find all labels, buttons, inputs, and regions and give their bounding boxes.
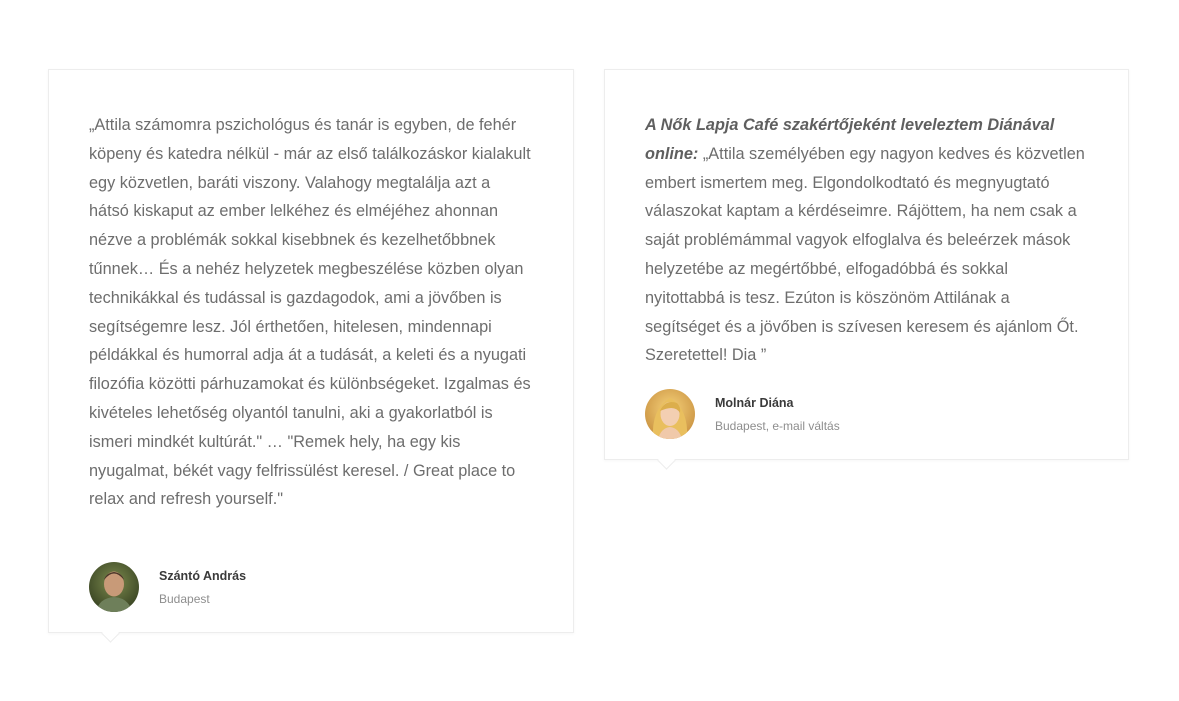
quote-text: „Attila személyében egy nagyon kedves és közvetlen embert ismertem meg. Elgondolkodtató és megnyugtató válaszokat kaptam a kérdéseimre. Rájöttem, ha nem csak a saját problémámmal vagyok elfoglalva és beleérzek mások helyzetébe az megértőbbé, elfogadóbbá és sokkal nyitottabbá is tesz. Ezúton is köszönöm Attilának a segítséget és a jövőben is szívesen keresem és ajánlom Őt. Szeretettel! Dia ” (645, 144, 1085, 365)
avatar (645, 389, 695, 439)
testimonial-quote (89, 111, 533, 514)
avatar (89, 562, 139, 612)
testimonial-card (48, 69, 574, 633)
testimonial-author (645, 389, 840, 439)
testimonial-card (604, 69, 1129, 460)
testimonial-author (89, 562, 246, 612)
quote-text: „Attila számomra pszichológus és tanár is egyben, de fehér köpeny és katedra nélkül - már az első találkozáskor kialakult egy közvetlen, baráti viszony. Valahogy megtalálja azt a hátsó kiskaput az ember lelkéhez és elméjéhez ahonnan nézve a problémák sokkal kisebbnek és kezelhetőbbnek tűnnek… És a nehéz helyzetek megbeszélése közben olyan technikákkal és tudással is gazdagodok, ami a jövőben is segítségemre lesz. Jól érthetően, hitelesen, mindennapi példákkal és humorral adja át a tudását, a keleti és a nyugati filozófia közötti párhuzamokat és különbségeket. Izgalmas és kivételes lehetőség olyantól tanulni, aki a gyakorlatból is ismeri mindkét kultúrát." … "Remek hely, ha egy kis nyugalmat, békét vagy felfrissülést keresel. / Great place to relax and refresh yourself." (89, 116, 531, 509)
author-name: Molnár Diána (715, 395, 794, 410)
quote-lead: A Nők Lapja Café szakértőjeként leveleztem Diánával online: (645, 116, 1055, 163)
author-name: Szántó András (159, 568, 247, 583)
author-location: Budapest (159, 591, 210, 606)
author-location: Budapest, e-mail váltás (715, 418, 840, 433)
testimonial-quote (645, 111, 1088, 370)
